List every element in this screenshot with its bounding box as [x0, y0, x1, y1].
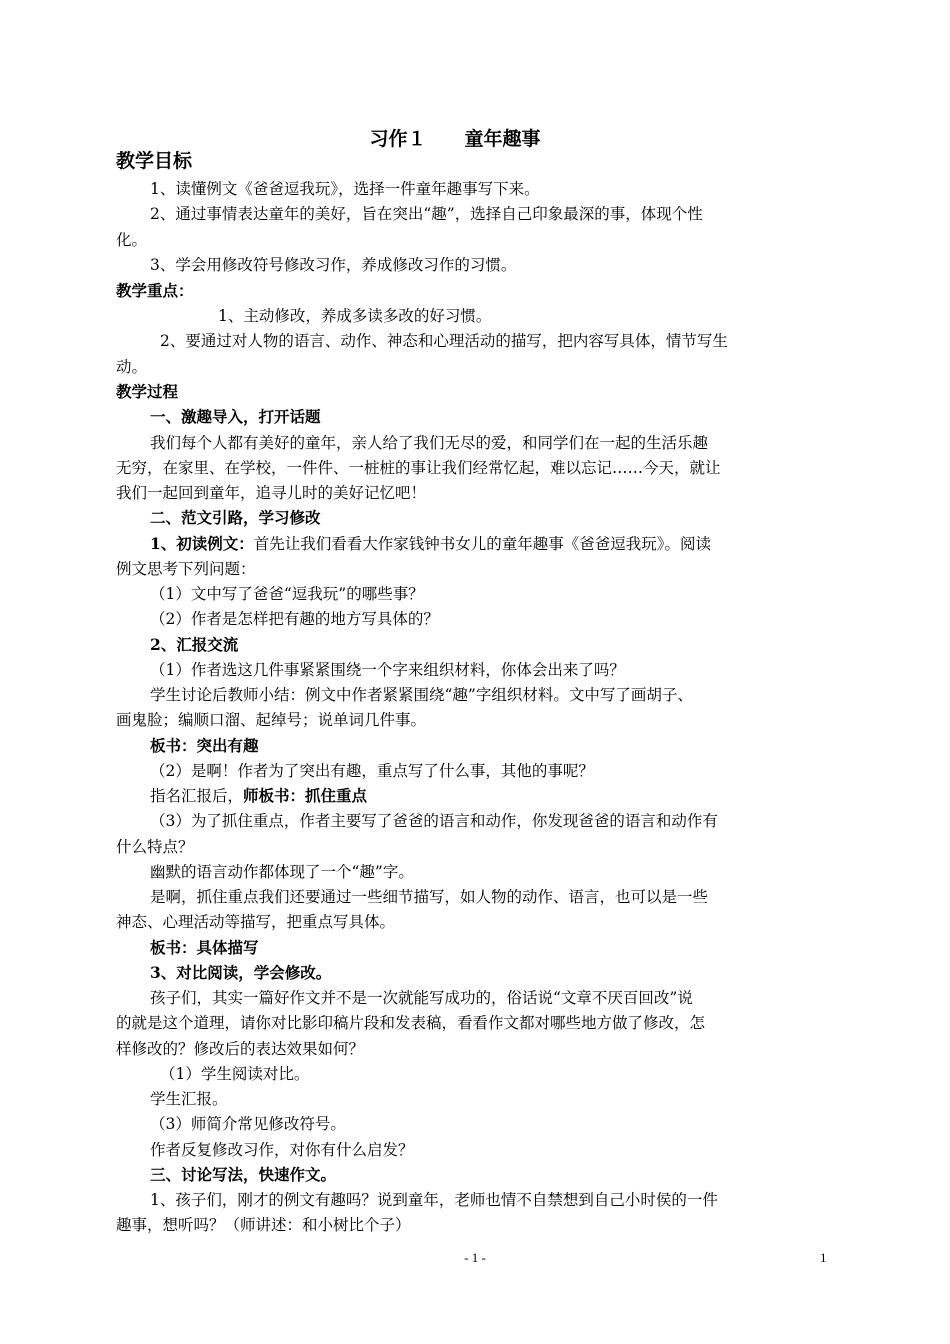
- step-1-line2: 例文思考下列问题：: [116, 560, 256, 578]
- report-3-line2: 什么特点？: [116, 838, 194, 856]
- section-2-heading: 二、范文引路，学习修改: [150, 508, 321, 527]
- compare-para-line1: 孩子们，其实一篇好作文并不是一次就能写成功的，俗话说“文章不厌百回改”说: [150, 989, 693, 1007]
- report-3-more-line1: 是啊，抓住重点我们还要通过一些细节描写，如人物的动作、语言，也可以是一些: [150, 888, 709, 906]
- section-3-para-line2: 趣事，想听吗？（师讲述：和小树比个子）: [116, 1216, 411, 1234]
- key-point-2-line1: 2、要通过对人物的语言、动作、神态和心理活动的描写，把内容写具体，情节写生: [160, 332, 728, 350]
- goal-3: 3、学会用修改符号修改习作，养成修改习作的习惯。: [150, 256, 517, 274]
- section-3-heading: 三、讨论写法，快速作文。: [150, 1165, 337, 1184]
- report-1-summary-line2: 画鬼脸；编顺口溜、起绰号；说单词几件事。: [116, 711, 427, 729]
- goal-2-line2: 化。: [116, 231, 148, 249]
- compare-para-line3: 样修改的？修改后的表达效果如何？: [116, 1040, 365, 1058]
- process-heading: 教学过程: [116, 382, 179, 401]
- compare-para-line2: 的就是这个道理，请你对比影印稿片段和发表稿，看看作文都对哪些地方做了修改，怎: [116, 1014, 706, 1032]
- section-1-para-line1: 我们每个人都有美好的童年，亲人给了我们无尽的爱，和同学们在一起的生活乐趣: [150, 434, 709, 452]
- step-1-line1: [150, 532, 711, 556]
- section-3-para-line1: 1、孩子们，刚才的例文有趣吗？说到童年，老师也情不自禁想到自己小时侯的一件: [150, 1191, 718, 1209]
- board-note-1: 板书：突出有趣: [150, 736, 259, 755]
- report-1-summary-line1: 学生讨论后教师小结：例文中作者紧紧围绕“趣”字组织材料。文中写了画胡子、: [150, 686, 693, 704]
- section-1-para-line3: 我们一起回到童年，追寻儿时的美好记忆吧！: [116, 484, 427, 502]
- board-note-3: 板书：具体描写: [150, 938, 259, 957]
- section-1-heading: 一、激趣导入，打开话题: [150, 407, 321, 426]
- step-3-heading: 3、对比阅读，学会修改。: [150, 963, 332, 982]
- question-1: （1）文中写了爸爸“逗我玩”的哪些事？: [150, 585, 424, 603]
- goal-1: 1、读懂例文《爸爸逗我玩》，选择一件童年趣事写下来。: [150, 180, 540, 198]
- report-2-after: [150, 784, 367, 808]
- page-footer-label: - 1 -: [464, 1250, 486, 1265]
- step-2-heading: 2、汇报交流: [150, 635, 239, 654]
- page-number: 1: [820, 1250, 827, 1265]
- compare-item-3: （3）师简介常见修改符号。: [150, 1115, 346, 1133]
- compare-question: 作者反复修改习作，对你有什么启发？: [150, 1141, 414, 1159]
- report-1: （1）作者选这几件事紧紧围绕一个字来组织材料，你体会出来了吗？: [150, 661, 625, 679]
- section-1-para-line2: 无穷，在家里、在学校，一件件、一桩桩的事让我们经常忆起，难以忘记……今天，就让: [116, 459, 721, 477]
- key-points-heading: 教学重点：: [116, 281, 194, 300]
- compare-report: 学生汇报。: [150, 1090, 228, 1108]
- key-point-1: 1、主动修改，养成多读多改的好习惯。: [218, 307, 492, 325]
- goal-2-line1: 2、通过事情表达童年的美好，旨在突出“趣”，选择自己印象最深的事，体现个性: [150, 205, 703, 223]
- report-3-more-line2: 神态、心理活动等描写，把重点写具体。: [116, 913, 396, 931]
- board-note-2: 师板书：抓住重点: [243, 786, 368, 805]
- report-3-answer: 幽默的语言动作都体现了一个“趣”字。: [150, 863, 414, 881]
- key-point-2-line2: 动。: [116, 358, 148, 376]
- report-3-line1: （3）为了抓住重点，作者主要写了爸爸的语言和动作，你发现爸爸的语言和动作有: [150, 812, 718, 830]
- goals-heading: 教学目标: [116, 150, 193, 172]
- step-1-label: 1、初读例文：: [150, 534, 254, 553]
- compare-item-1: （1）学生阅读对比。: [160, 1065, 310, 1083]
- report-2-after-text: 指名汇报后，: [150, 787, 244, 805]
- step-1-text: 首先让我们看看大作家钱钟书女儿的童年趣事《爸爸逗我玩》。阅读: [253, 535, 712, 553]
- question-2: （2）作者是怎样把有趣的地方写具体的？: [150, 610, 439, 628]
- report-2: （2）是啊！作者为了突出有趣，重点写了什么事，其他的事呢？: [150, 762, 594, 780]
- document-title: 习作１ 童年趣事: [369, 128, 541, 150]
